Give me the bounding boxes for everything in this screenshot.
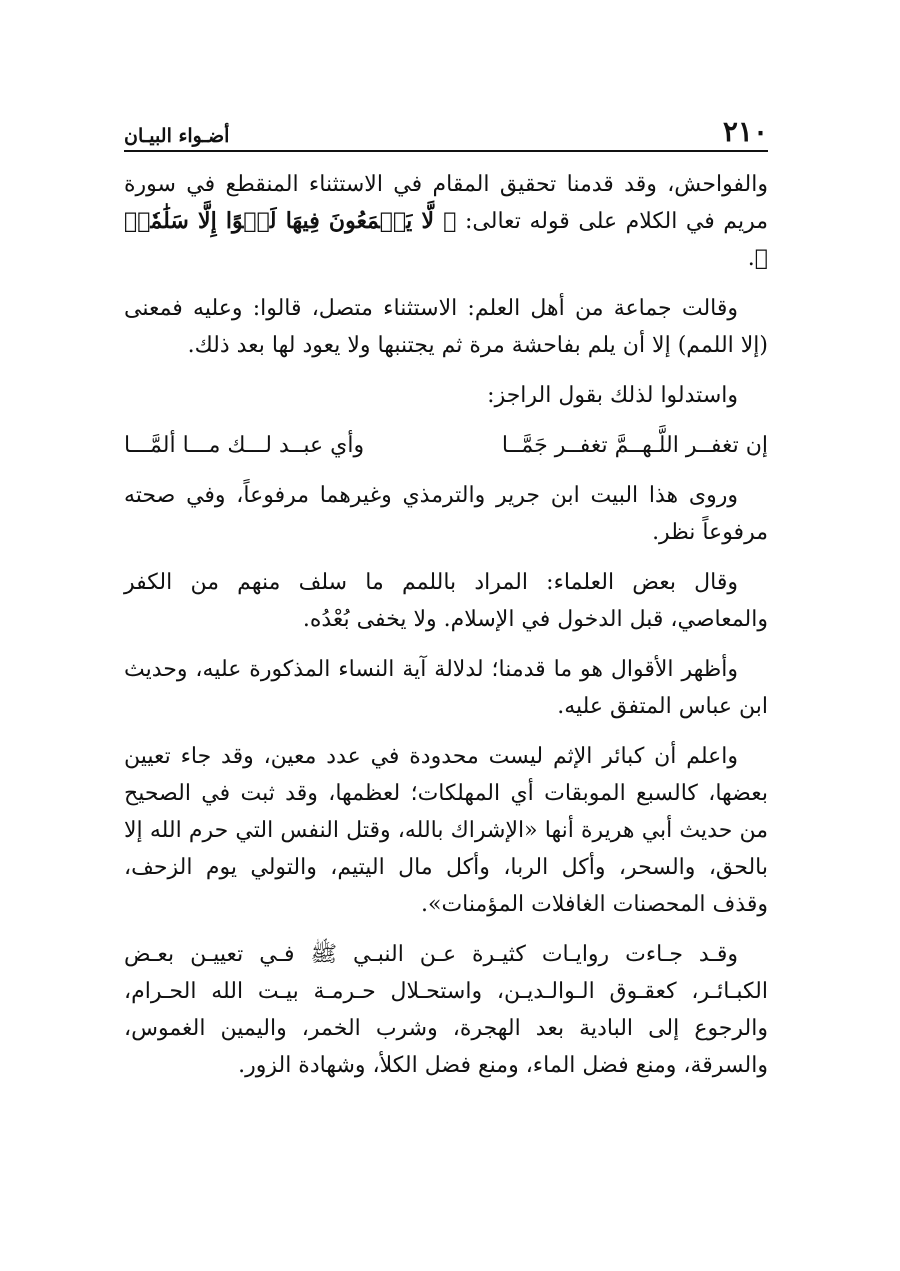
paragraph-4: وروى هذا البيت ابن جرير والترمذي وغيرهما مرفوعاً، وفي صحته مرفوعاً نظر. bbox=[124, 483, 768, 545]
paragraph-2: وقالت جماعة من أهل العلم: الاستثناء متصل، قالوا: وعليه فمعنى (إلا اللمم) إلا أن يلم بفاحشة مرة ثم يجتنبها ولا يعود لها بعد ذلك. bbox=[124, 296, 768, 358]
running-title: أضـواء البيـان bbox=[124, 125, 230, 147]
page-body bbox=[124, 166, 768, 1084]
paragraph-3: واستدلوا لذلك بقول الراجز: bbox=[487, 383, 738, 408]
poetry-verse bbox=[124, 427, 768, 464]
paragraph-1-text: والفواحش، وقد قدمنا تحقيق المقام في الاستثناء المنقطع في سورة مريم في الكلام على قوله تعالى: bbox=[124, 172, 768, 234]
page-header bbox=[124, 108, 768, 152]
paragraph-1-end: . bbox=[747, 246, 755, 271]
page-number: ٢١٠ bbox=[722, 115, 768, 148]
paragraph-1 bbox=[124, 166, 768, 277]
quran-verse: ﴿ لَّا يَسۡمَعُونَ فِيهَا لَغۡوًا إِلَّا سَلَٰمٗاۖ ﴾ bbox=[124, 208, 768, 271]
verse-first-half: إن تغفــر اللَّـهــمَّ تغفــر جَمَّــا bbox=[501, 433, 768, 458]
verse-second-half: وأي عبــد لـــك مـــا ألمَّـــا bbox=[124, 433, 365, 458]
paragraph-7: واعلم أن كبائر الإثم ليست محدودة في عدد معين، وقد جاء تعيين بعضها، كالسبع الموبقات أي المهلكات؛ لعظمها، وقد ثبت في الصحيح من حديث أبي هريرة أنها «الإشراك بالله، وقتل النفس التي حرم الله إلا بالحق، والسحر، وأكل الربا، وأكل مال اليتيم، والتولي يوم الزحف، وقذف المحصنات الغافلات المؤمنات». bbox=[124, 744, 768, 917]
book-page bbox=[124, 108, 768, 1097]
paragraph-5: وقال بعض العلماء: المراد باللمم ما سلف منهم من الكفر والمعاصي، قبل الدخول في الإسلام. ولا يخفى بُعْدُه. bbox=[124, 570, 768, 632]
paragraph-8: وقـد جـاءت روايـات كثيـرة عـن النبـي ﷺ فـي تعييـن بعـض الكبـائـر، كعقـوق الـوالـديـن، واستحـلال حـرمـة بيـت الله الحـرام، والرجوع إلى البادية بعد الهجرة، وشرب الخمر، واليمين الغموس، والسرقة، ومنع فضل الماء، ومنع فضل الكلأ، وشهادة الزور. bbox=[124, 942, 768, 1078]
paragraph-6: وأظهر الأقوال هو ما قدمنا؛ لدلالة آية النساء المذكورة عليه، وحديث ابن عباس المتفق عليه. bbox=[124, 657, 768, 719]
